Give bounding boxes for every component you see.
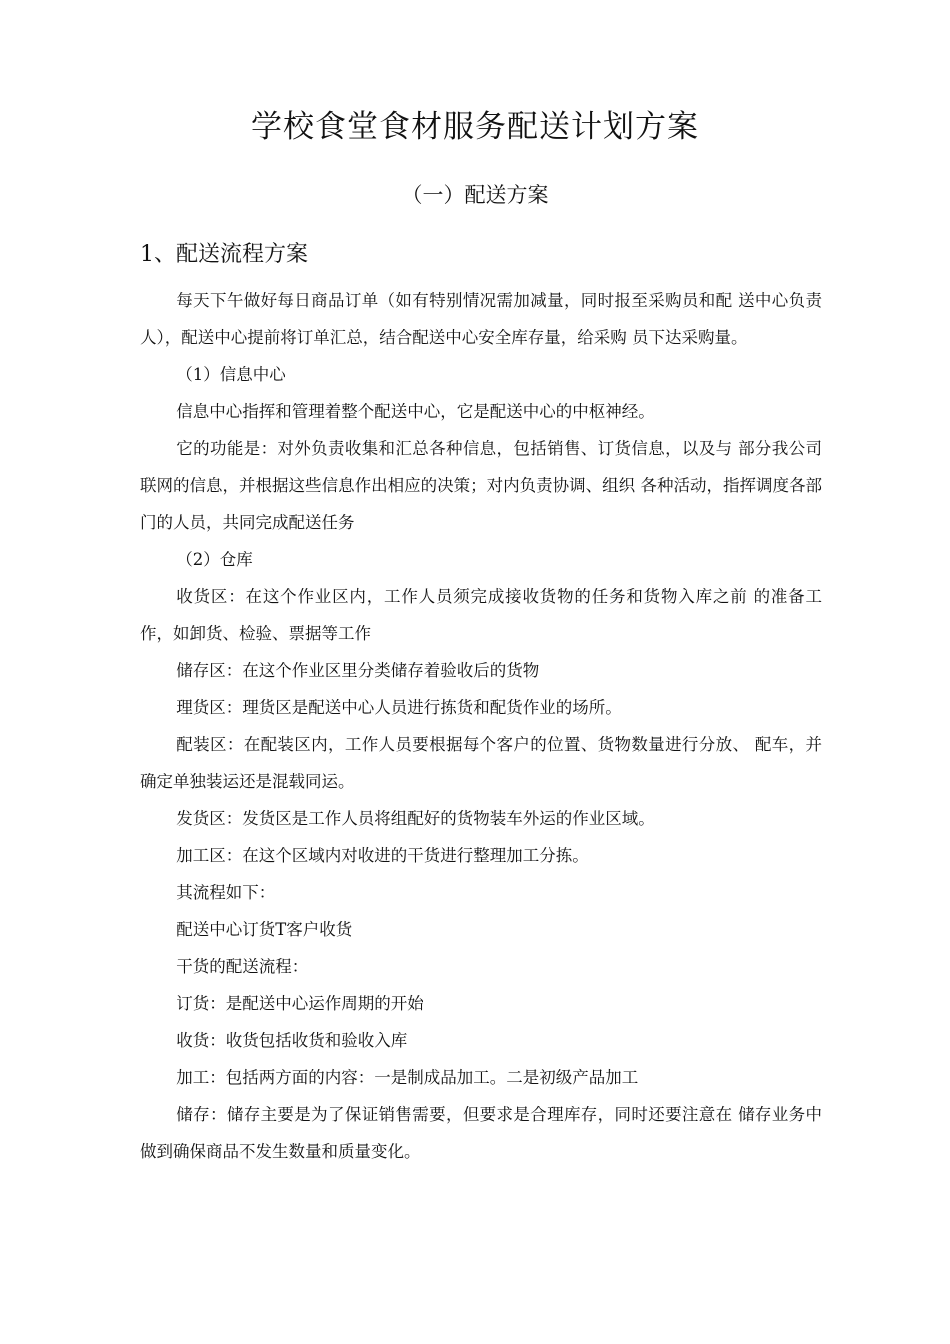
document-subtitle: （一）配送方案 [401,183,549,207]
paragraph: 发货区：发货区是工作人员将组配好的货物装车外运的作业区域。 [176,809,655,828]
paragraph: 加工区：在这个区域内对收进的干货进行整理加工分拣。 [176,846,589,865]
paragraph: 加工：包括两方面的内容：一是制成品加工。二是初级产品加工 [176,1068,639,1087]
paragraph: 每天下午做好每日商品订单（如有特别情况需加减量，同时报至采购员和配 送中心负责人），配送中心提前将订单汇总，结合配送中心安全库存量，给采购 员下达采购量。 [140,291,822,347]
paragraph: 订货：是配送中心运作周期的开始 [176,994,424,1013]
section-heading: 1、配送流程方案 [140,242,308,267]
paragraph: 配装区：在配装区内，工作人员要根据每个客户的位置、货物数量进行分放、 配车，并确定单独装运还是混载同运。 [140,735,822,791]
paragraph: 理货区：理货区是配送中心人员进行拣货和配货作业的场所。 [176,698,622,717]
document-title: 学校食堂食材服务配送计划方案 [251,109,699,145]
paragraph: 配送中心订货T客户收货 [176,920,353,939]
paragraph: 信息中心指挥和管理着整个配送中心，它是配送中心的中枢神经。 [176,402,655,421]
paragraph: 储存：储存主要是为了保证销售需要，但要求是合理库存，同时还要注意在 储存业务中做到确保商品不发生数量和质量变化。 [140,1105,822,1161]
paragraph: 储存区：在这个作业区里分类储存着验收后的货物 [176,661,540,680]
paragraph: 它的功能是：对外负责收集和汇总各种信息，包括销售、订货信息，以及与 部分我公司联网的信息，并根据这些信息作出相应的决策；对内负责协调、组织 各种活动，指挥调度各部门的人员，共同完成配送任务 [140,439,822,532]
document-body [140,282,822,1170]
paragraph: 收货：收货包括收货和验收入库 [176,1031,408,1050]
paragraph: （1）信息中心 [176,365,286,384]
paragraph: 其流程如下： [176,883,276,902]
paragraph: 收货区：在这个作业区内，工作人员须完成接收货物的任务和货物入库之前 的准备工作，如卸货、检验、票据等工作 [140,587,822,643]
paragraph: （2）仓库 [176,550,253,569]
paragraph: 干货的配送流程： [176,957,309,976]
